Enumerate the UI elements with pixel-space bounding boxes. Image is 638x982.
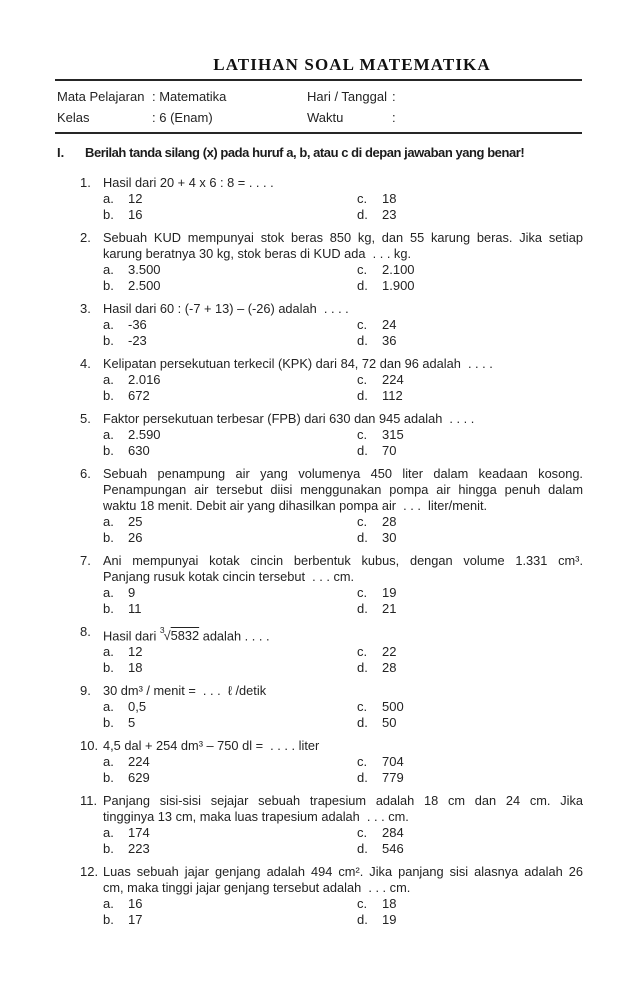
question-number: 6. — [80, 466, 91, 481]
question — [80, 301, 583, 349]
question-number: 2. — [80, 230, 91, 245]
question-number: 7. — [80, 553, 91, 568]
answer-option — [357, 660, 583, 676]
option-value: 22 — [382, 644, 397, 660]
question-body — [103, 175, 583, 223]
option-letter: d. — [357, 841, 368, 857]
option-value: 9 — [128, 585, 136, 600]
answer-option — [357, 191, 583, 207]
answer-option — [103, 514, 357, 530]
options-grid — [103, 825, 583, 857]
option-value: 672 — [128, 388, 150, 403]
answer-option — [103, 191, 357, 207]
question — [80, 793, 583, 857]
question-number: 9. — [80, 683, 91, 699]
answer-option — [357, 207, 583, 223]
option-letter: b. — [103, 443, 114, 458]
option-letter: a. — [103, 191, 114, 206]
answer-option — [103, 207, 357, 223]
question-number: 5. — [80, 411, 91, 426]
question-number: 10. — [80, 738, 99, 754]
exam-meta — [57, 89, 582, 126]
question-body — [103, 553, 583, 617]
option-value: -23 — [128, 333, 147, 348]
option-letter: d. — [357, 601, 368, 616]
option-letter: a. — [103, 644, 114, 660]
answer-option — [103, 660, 357, 676]
answer-option — [103, 841, 357, 857]
question-body — [103, 683, 583, 731]
section-instruction: Berilah tanda silang (x) pada huruf a, b, atau c di depan jawaban yang benar! — [85, 145, 525, 160]
option-value: 23 — [382, 207, 397, 222]
options-grid — [103, 317, 583, 349]
answer-option — [103, 601, 357, 617]
answer-option — [357, 530, 583, 546]
option-letter: d. — [357, 660, 368, 676]
answer-option — [357, 770, 583, 786]
answer-option — [357, 388, 583, 404]
option-value: 70 — [382, 443, 397, 458]
question-text-line: Sebuah KUD mempunyai stok beras 850 kg, dan 55 karung beras. Jika setiap — [103, 230, 583, 245]
option-value: 112 — [382, 388, 403, 403]
question-number: 4. — [80, 356, 91, 371]
option-letter: a. — [103, 699, 114, 715]
option-letter: c. — [357, 825, 368, 841]
answer-option — [103, 317, 357, 333]
header-rule-bottom — [55, 132, 582, 134]
option-value: 50 — [382, 715, 397, 731]
option-letter: c. — [357, 754, 368, 770]
option-value: 704 — [382, 754, 404, 770]
option-letter: b. — [103, 912, 114, 928]
question-text-line: Panjang rusuk kotak cincin tersebut . . . cm. — [103, 569, 355, 584]
option-letter: a. — [103, 585, 114, 600]
question-number: 11. — [80, 793, 98, 809]
option-value: 2.016 — [128, 372, 161, 387]
option-letter: c. — [357, 191, 368, 206]
option-letter: c. — [357, 644, 368, 660]
option-letter: b. — [103, 530, 114, 545]
answer-option — [357, 715, 583, 731]
answer-option — [103, 333, 357, 349]
option-value: 26 — [128, 530, 143, 545]
question — [80, 466, 583, 546]
option-letter: d. — [357, 207, 368, 222]
option-letter: c. — [357, 317, 368, 332]
option-value: 2.100 — [382, 262, 415, 277]
option-letter: c. — [357, 427, 368, 442]
option-value: 630 — [128, 443, 150, 458]
options-grid — [103, 372, 583, 404]
answer-option — [357, 372, 583, 388]
answer-option — [103, 530, 357, 546]
option-letter: c. — [357, 514, 368, 529]
answer-option — [357, 896, 583, 912]
answer-option — [103, 388, 357, 404]
option-letter: a. — [103, 514, 114, 529]
option-letter: a. — [103, 262, 114, 277]
question-text — [103, 624, 583, 644]
option-letter: a. — [103, 372, 114, 387]
option-letter: d. — [357, 912, 368, 928]
option-letter: d. — [357, 715, 368, 731]
option-value: 28 — [382, 660, 397, 676]
answer-option — [103, 896, 357, 912]
question-text-line: Ani mempunyai kotak cincin berbentuk kubus, dengan volume 1.331 cm³. — [103, 553, 583, 568]
option-value: 315 — [382, 427, 404, 442]
answer-option — [103, 825, 357, 841]
question — [80, 411, 583, 459]
option-value: 0,5 — [128, 699, 147, 715]
question-body — [103, 230, 583, 294]
option-letter: b. — [103, 333, 114, 348]
answer-option — [357, 427, 583, 443]
option-value: 19 — [382, 912, 397, 928]
answer-option — [357, 825, 583, 841]
option-letter: b. — [103, 770, 114, 786]
options-grid — [103, 514, 583, 546]
option-value: 18 — [128, 660, 143, 676]
option-value: 12 — [128, 191, 143, 206]
answer-option — [357, 262, 583, 278]
answer-option — [103, 278, 357, 294]
question-text-line: Faktor persekutuan terbesar (FPB) dari 630 dan 945 adalah . . . . — [103, 411, 475, 426]
question-text — [103, 411, 583, 427]
question-body — [103, 356, 583, 404]
question-text-line: Kelipatan persekutuan terkecil (KPK) dari 84, 72 dan 96 adalah . . . . — [103, 356, 493, 371]
options-grid — [103, 699, 583, 731]
answer-option — [103, 585, 357, 601]
question — [80, 738, 583, 786]
answer-option — [357, 317, 583, 333]
option-value: 2.500 — [128, 278, 161, 293]
meta-label-subject: Mata Pelajaran — [57, 89, 145, 104]
option-value: 1.900 — [382, 278, 415, 293]
option-value: 16 — [128, 207, 143, 222]
question-text — [103, 793, 583, 825]
options-grid — [103, 585, 583, 617]
question-body — [103, 738, 583, 786]
option-value: 18 — [382, 191, 397, 206]
options-grid — [103, 754, 583, 786]
question — [80, 553, 583, 617]
option-letter: b. — [103, 388, 114, 403]
option-letter: d. — [357, 333, 368, 348]
answer-option — [357, 841, 583, 857]
meta-value-time: : — [392, 110, 396, 125]
question-text — [103, 356, 583, 372]
answer-option — [103, 754, 357, 770]
option-letter: c. — [357, 896, 368, 912]
answer-option — [357, 601, 583, 617]
option-value: 30 — [382, 530, 397, 545]
question-body — [103, 624, 583, 676]
answer-option — [357, 644, 583, 660]
answer-option — [103, 912, 357, 928]
answer-option — [357, 585, 583, 601]
answer-option — [103, 770, 357, 786]
option-letter: b. — [103, 660, 114, 676]
option-value: 174 — [128, 825, 150, 841]
option-value: 25 — [128, 514, 143, 529]
page-title: LATIHAN SOAL MATEMATIKA — [213, 55, 491, 74]
option-value: 19 — [382, 585, 397, 600]
question — [80, 175, 583, 223]
question-text-line: Hasil dari $^3$√5832 adalah . . . . — [103, 625, 270, 644]
question-body — [103, 466, 583, 546]
question-body — [103, 301, 583, 349]
question-text — [103, 230, 583, 262]
answer-option — [103, 699, 357, 715]
option-letter: c. — [357, 699, 368, 715]
question-text — [103, 301, 583, 317]
option-letter: b. — [103, 278, 114, 293]
question-text — [103, 466, 583, 514]
option-value: 224 — [382, 372, 404, 387]
option-value: 24 — [382, 317, 397, 332]
meta-label-class: Kelas — [57, 110, 90, 125]
answer-option — [357, 912, 583, 928]
option-value: 11 — [128, 601, 142, 616]
answer-option — [357, 754, 583, 770]
option-letter: c. — [357, 585, 368, 600]
question-number: 12. — [80, 864, 99, 880]
question-text-line: Penampungan air tersebut diisi menggunakan pompa air hingga penuh dalam — [103, 482, 583, 497]
option-value: 223 — [128, 841, 150, 857]
option-letter: d. — [357, 278, 368, 293]
question-text-line: cm, maka tinggi jajar genjang tersebut adalah . . . cm. — [103, 880, 411, 896]
header-rule-top — [55, 79, 582, 81]
option-value: 284 — [382, 825, 404, 841]
answer-option — [103, 427, 357, 443]
meta-value-subject: : Matematika — [152, 89, 227, 104]
cube-root-expression: $^3$√5832 — [159, 625, 200, 644]
option-value: 12 — [128, 644, 143, 660]
option-letter: b. — [103, 715, 114, 731]
option-letter: c. — [357, 372, 368, 387]
question-text — [103, 553, 583, 585]
question-text-line: Hasil dari 20 + 4 x 6 : 8 = . . . . — [103, 175, 274, 190]
answer-option — [357, 699, 583, 715]
option-value: 5 — [128, 715, 136, 731]
answer-option — [357, 514, 583, 530]
question-body — [103, 793, 583, 857]
option-value: 546 — [382, 841, 404, 857]
question-text — [103, 738, 583, 754]
question-text — [103, 864, 583, 896]
question-body — [103, 864, 583, 928]
option-letter: b. — [103, 841, 114, 857]
option-value: 28 — [382, 514, 397, 529]
question-text-line: 4,5 dal + 254 dm³ – 750 dl = . . . . liter — [103, 738, 320, 754]
section-number: I. — [57, 145, 65, 160]
question-text-line: waktu 18 menit. Debit air yang dihasilkan pompa air . . . liter/menit. — [103, 498, 488, 513]
question-text-line: karung beratnya 30 kg, stok beras di KUD ada . . . kg. — [103, 246, 412, 261]
option-letter: d. — [357, 770, 368, 786]
question-body — [103, 411, 583, 459]
option-letter: d. — [357, 388, 368, 403]
option-value: 224 — [128, 754, 150, 770]
answer-option — [357, 278, 583, 294]
option-value: 500 — [382, 699, 404, 715]
option-letter: a. — [103, 896, 114, 912]
option-value: 36 — [382, 333, 397, 348]
meta-value-class: : 6 (Enam) — [152, 110, 213, 125]
question-text-line: Sebuah penampung air yang volumenya 450 liter dalam keadaan kosong. — [103, 466, 583, 481]
answer-option — [103, 715, 357, 731]
option-letter: b. — [103, 207, 114, 222]
option-value: 2.590 — [128, 427, 161, 442]
option-value: 779 — [382, 770, 404, 786]
option-letter: a. — [103, 427, 114, 442]
answer-option — [103, 372, 357, 388]
options-grid — [103, 644, 583, 676]
option-value: 629 — [128, 770, 150, 786]
option-value: 18 — [382, 896, 397, 912]
answer-option — [103, 262, 357, 278]
question-text-line: Hasil dari 60 : (-7 + 13) – (-26) adalah . . . . — [103, 301, 349, 316]
question — [80, 683, 583, 731]
option-letter: a. — [103, 754, 114, 770]
question-text — [103, 175, 583, 191]
option-value: 16 — [128, 896, 143, 912]
answer-option — [103, 644, 357, 660]
option-value: 17 — [128, 912, 143, 928]
questions-list — [80, 175, 583, 928]
meta-label-day-date: Hari / Tanggal — [307, 89, 387, 104]
option-value: 3.500 — [128, 262, 161, 277]
options-grid — [103, 427, 583, 459]
answer-option — [357, 333, 583, 349]
question — [80, 356, 583, 404]
question — [80, 624, 583, 676]
question-text-line: 30 dm³ / menit = . . . ℓ /detik — [103, 683, 267, 699]
option-letter: a. — [103, 317, 114, 332]
option-letter: d. — [357, 530, 368, 545]
option-letter: c. — [357, 262, 368, 277]
meta-label-time: Waktu — [307, 110, 344, 125]
meta-value-day-date: : — [392, 89, 396, 104]
options-grid — [103, 262, 583, 294]
option-value: 21 — [382, 601, 397, 616]
answer-option — [103, 443, 357, 459]
question-text-line: Panjang sisi-sisi sejajar sebuah trapesium adalah 18 cm dan 24 cm. Jika — [103, 793, 583, 809]
question-number: 8. — [80, 624, 91, 639]
question — [80, 230, 583, 294]
options-grid — [103, 896, 583, 928]
section-heading — [57, 145, 638, 161]
answer-option — [357, 443, 583, 459]
option-letter: d. — [357, 443, 368, 458]
question — [80, 864, 583, 928]
question-text-line: Luas sebuah jajar genjang adalah 494 cm². Jika panjang sisi alasnya adalah 26 — [103, 864, 583, 880]
question-text-line: tingginya 13 cm, maka luas trapesium adalah . . . cm. — [103, 809, 409, 825]
option-value: -36 — [128, 317, 147, 332]
question-text — [103, 683, 583, 699]
option-letter: b. — [103, 601, 114, 616]
question-number: 1. — [80, 175, 91, 190]
options-grid — [103, 191, 583, 223]
option-letter: a. — [103, 825, 114, 841]
question-number: 3. — [80, 301, 91, 316]
